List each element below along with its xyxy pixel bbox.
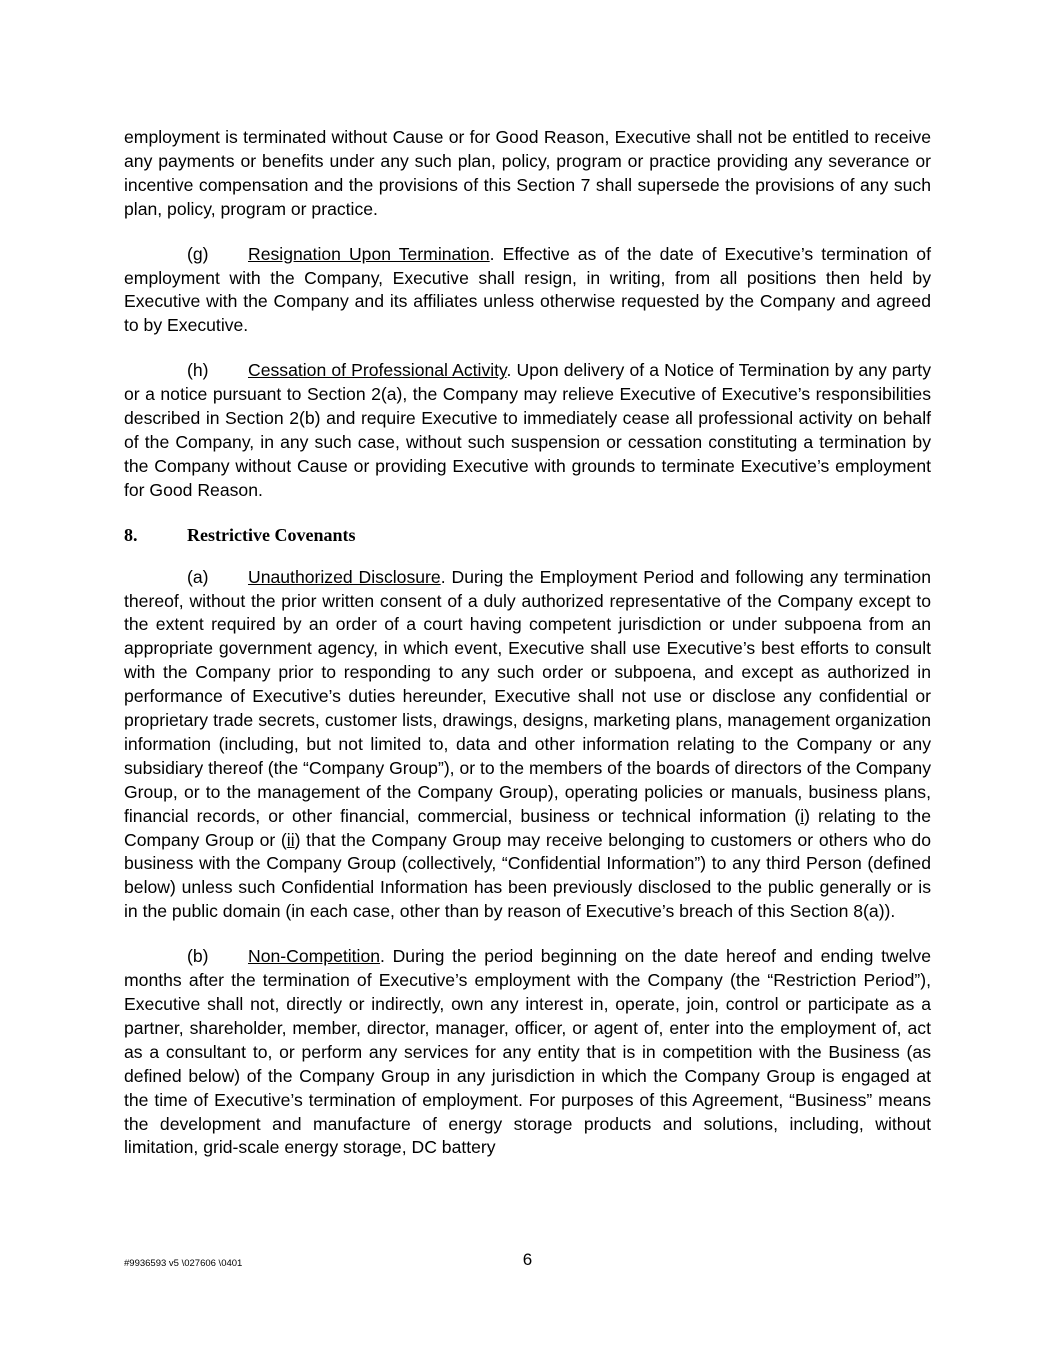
section-g-paragraph [124,243,931,339]
footer-document-id: #9936593 v5 \027606 \0401 [124,1258,243,1269]
section-a-title: Unauthorized Disclosure [248,566,441,587]
section-b-paragraph [124,945,931,1160]
section-a-item-i: i [800,805,805,826]
page-number: 6 [522,1250,533,1269]
section-h-title: Cessation of Professional Activity [248,360,507,381]
section-a-paragraph [124,566,931,925]
section-b-label: (b) [187,946,209,967]
section-8-title: Restrictive Covenants [187,524,356,545]
section-a-item-ii: ii [286,829,295,850]
section-h-body: . Upon delivery of a Notice of Termination by any party or a notice pursuant to Section 2(a), the Company may relieve Executive of Executive’s responsibilities described in Section 2(b) and require Executive to immediately cease all professional activity on behalf of the Company, in any such case, without such suspension or cessation constituting a termination by the Company without Cause or providing Executive with grounds to terminate Executive’s employment for Good Reason. [124,360,931,500]
document-body [124,126,931,1181]
section-g-label: (g) [187,243,209,264]
section-h-label: (h) [187,360,209,381]
section-g-body: . Effective as of the date of Executive’s termination of employment with the Company, Executive shall resign, in writing, from all positions then held by Executive with the Company and its affiliates unless otherwise requested by the Company and agreed to by Executive. [124,243,931,336]
section-h-paragraph [124,359,931,502]
section-a-body-2: ) relating to the Company Group or ( [124,805,932,850]
section-g-title: Resignation Upon Termination [248,243,490,264]
section-8-heading [124,524,931,548]
section-a-label: (a) [187,566,209,587]
section-a-body-3: ) that the Company Group may receive belonging to customers or others who do business with the Company Group (collectively, “Confidential Information”) to any third Person (defined below) unless such Confidential Information has been previously disclosed to the public generally or is in the public domain (in each case, other than by reason of Executive’s breach of this Section 8(a)). [124,829,931,922]
section-b-title: Non-Competition [248,946,381,967]
continuation-paragraph: employment is terminated without Cause or for Good Reason, Executive shall not be entitled to receive any payments or benefits under any such plan, policy, program or practice providing any severance or incentive compensation and the provisions of this Section 7 shall supersede the provisions of any such plan, policy, program or practice. [124,127,931,219]
section-a-body-1: . During the Employment Period and following any termination thereof, without the prior written consent of a duly authorized representative of the Company except to the extent required by an order of a court having competent jurisdiction or under subpoena from an appropriate government agency, in which event, Executive shall use Executive’s best efforts to consult with the Company prior to responding to any such order or subpoena, and except as authorized in performance of Executive’s duties hereunder, Executive shall not use or disclose any confidential or proprietary trade secrets, customer lists, drawings, designs, marketing plans, management organization information (including, but not limited to, data and other information relating to the Company or any subsidiary thereof (the “Company Group”), or to the members of the boards of directors of the Company Group, or to the management of the Company Group), operating policies or manuals, business plans, financial records, or other financial, commercial, business or technical information ( [124,566,931,826]
section-8-number: 8. [124,524,138,545]
section-b-body: . During the period beginning on the date hereof and ending twelve months after the termination of Executive’s employment with the Company (the “Restriction Period”), Executive shall not, directly or indirectly, own any interest in, operate, join, control or participate as a partner, shareholder, member, director, manager, officer, or agent of, enter into the employment of, act as a consultant to, or perform any services for any entity that is in competition with the Business (as defined below) of the Company Group in any jurisdiction in which the Company Group is engaged at the time of Executive’s termination of employment. For purposes of this Agreement, “Business” means the development and manufacture of energy storage products and solutions, including, without limitation, grid-scale energy storage, DC battery [124,946,931,1158]
